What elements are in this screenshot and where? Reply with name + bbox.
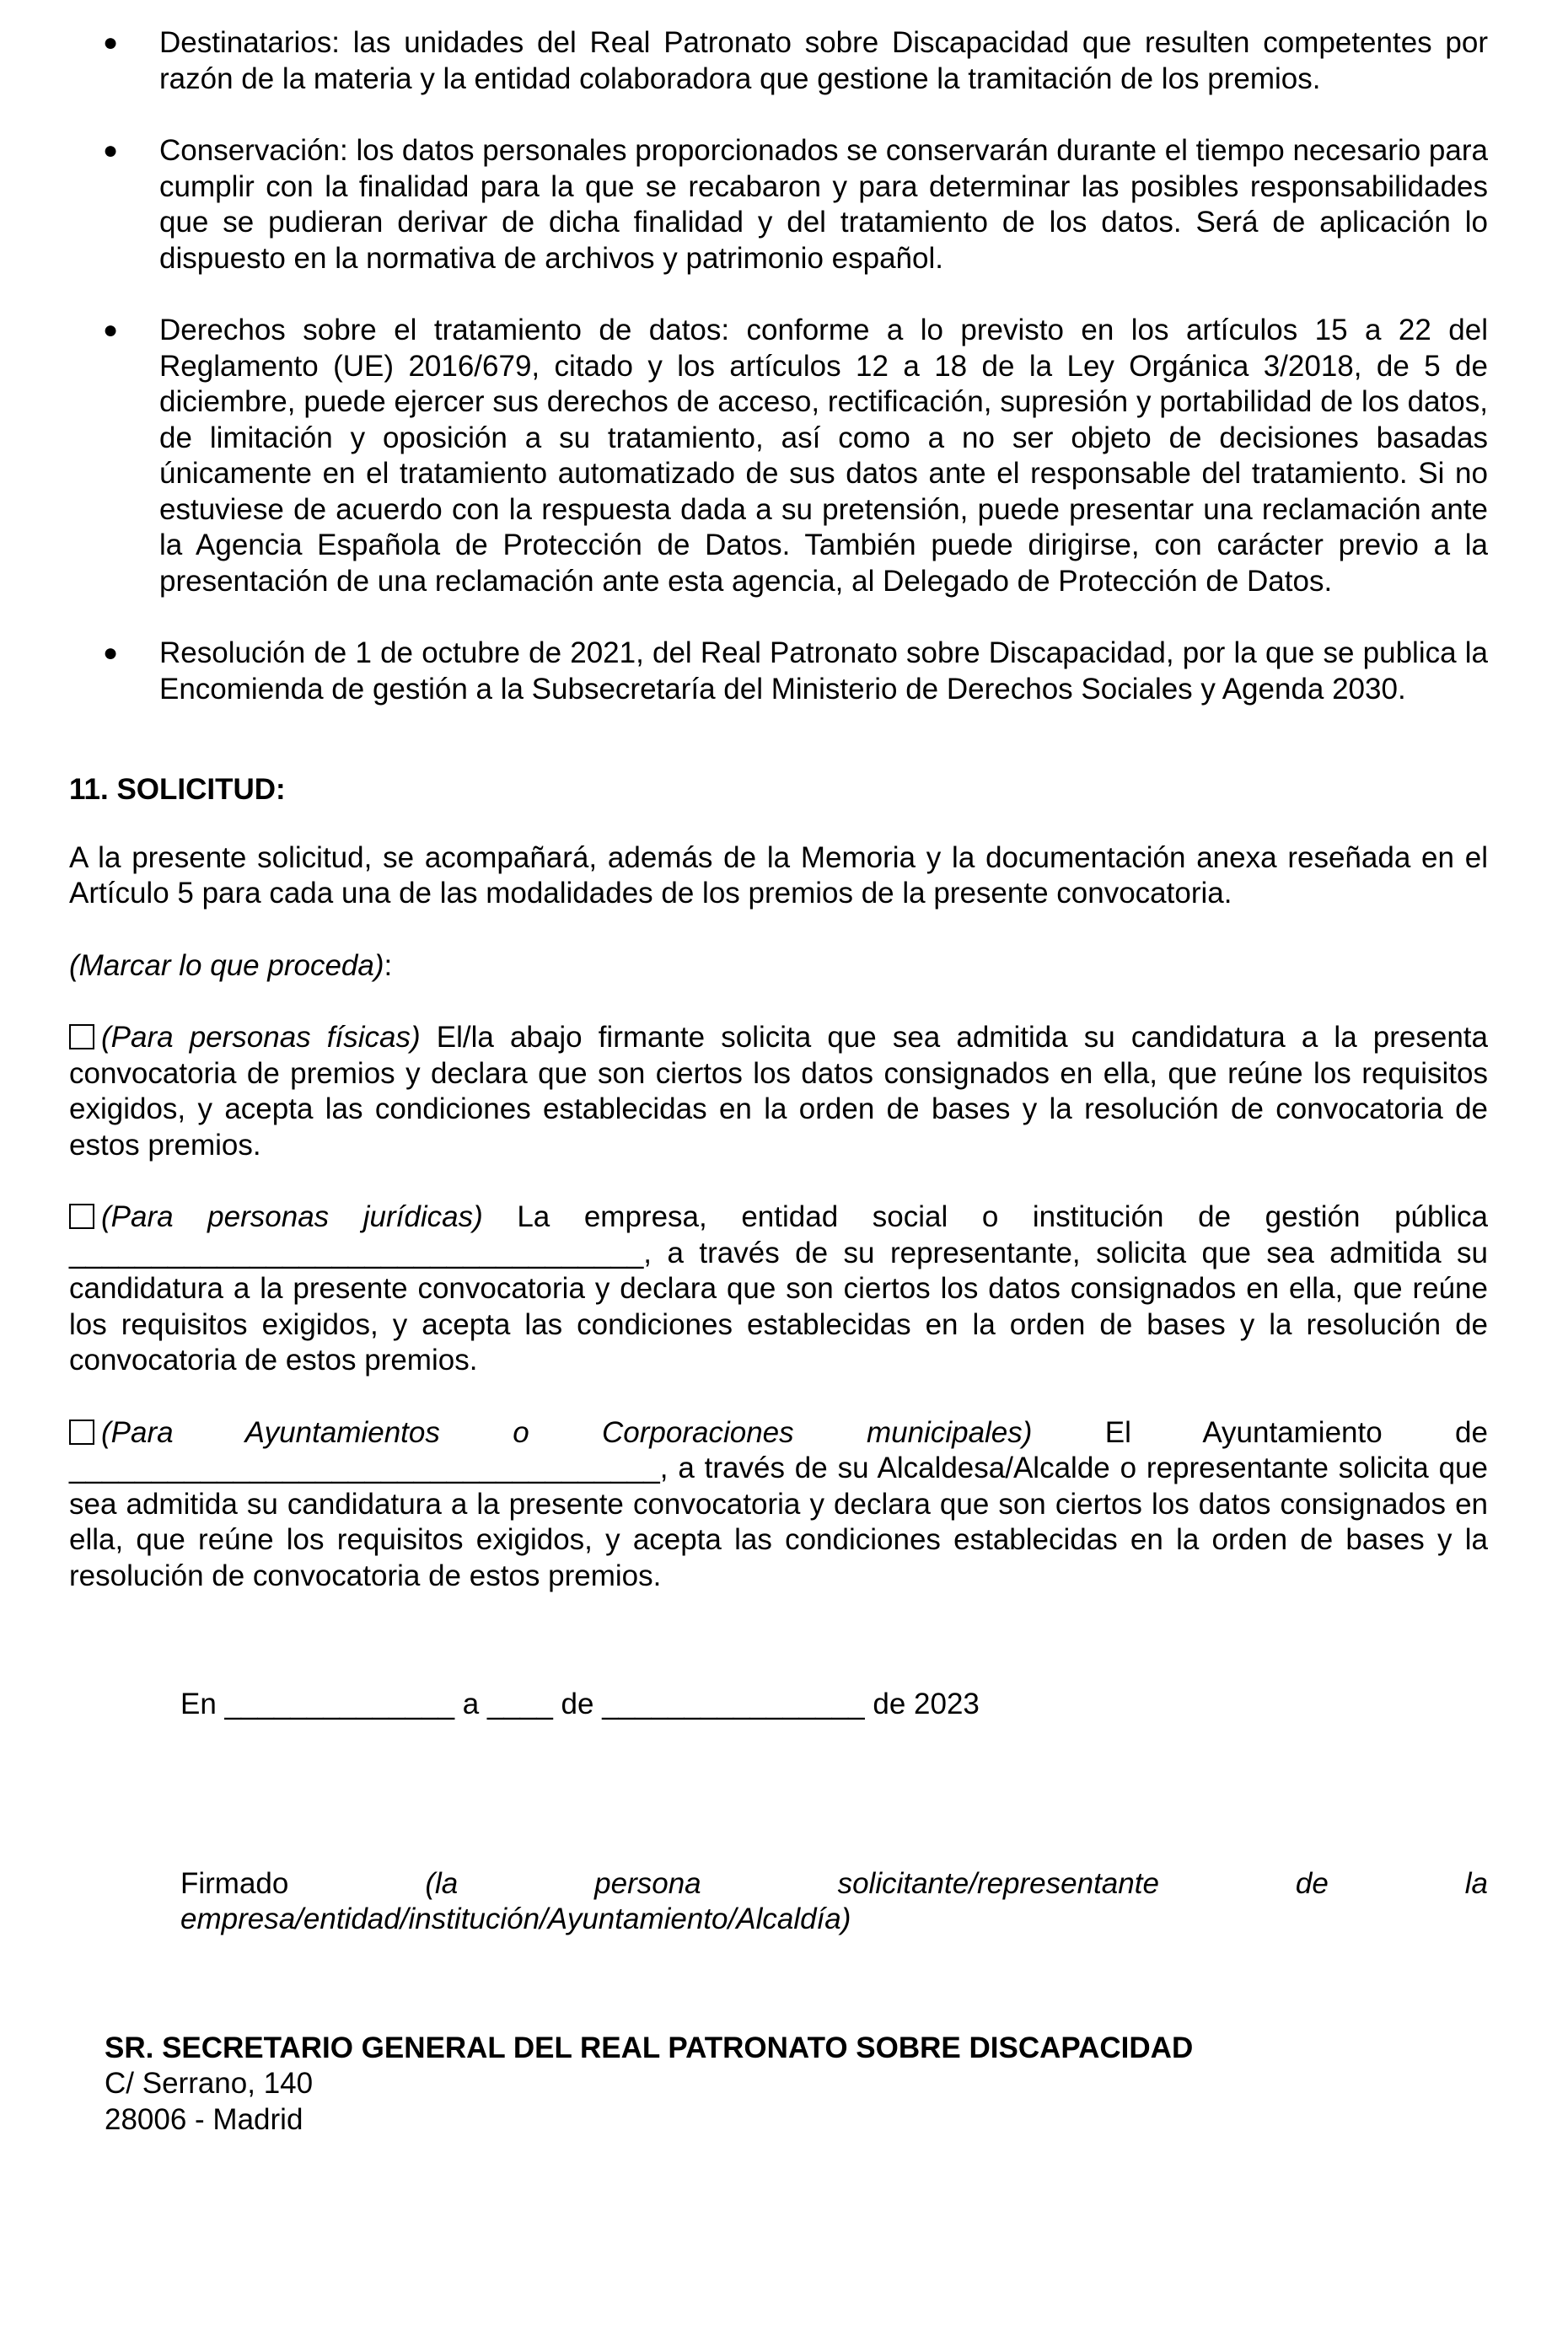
marcar-italic: (Marcar lo que proceda) bbox=[69, 948, 384, 982]
recipient: SR. SECRETARIO GENERAL DEL REAL PATRONATO SOBRE DISCAPACIDAD bbox=[105, 2031, 1194, 2064]
marcar-instruction bbox=[69, 948, 1488, 985]
street: C/ Serrano, 140 bbox=[105, 2067, 314, 2100]
intro-paragraph: A la presente solicitud, se acompañará, además de la Memoria y la documentación anexa reseñada en el Artículo 5 para cada una de las modalidades de los premios de la presente convocatoria. bbox=[69, 840, 1488, 910]
checkbox[interactable] bbox=[69, 1420, 94, 1445]
option-personas-juridicas bbox=[69, 1200, 1488, 1379]
signature-word: persona bbox=[594, 1866, 701, 1900]
list-item bbox=[69, 313, 1488, 599]
signature-word: solicitante/representante bbox=[837, 1866, 1159, 1900]
option-italic-label: (Para Ayuntamientos o Corporaciones municipales) bbox=[101, 1415, 1033, 1449]
signature-word: (la bbox=[425, 1866, 459, 1900]
bullet-text: Resolución de 1 de octubre de 2021, del Real Patronato sobre Discapacidad, por la que se publica la Encomienda de gestión a la Subsecretaría del Ministerio de Derechos Sociales y Agenda 2030. bbox=[159, 636, 1488, 706]
list-item bbox=[69, 636, 1488, 707]
option-personas-fisicas bbox=[69, 1020, 1488, 1163]
checkbox[interactable] bbox=[69, 1024, 94, 1049]
list-item bbox=[69, 25, 1488, 97]
bullet-text: Conservación: los datos personales proporcionados se conservarán durante el tiempo necesario para cumplir con la finalidad para la que se recabaron y para determinar las posibles responsabilidades que se pudieran derivar de dicha finalidad y del tratamiento de los datos. Será de aplicación lo dispuesto en la normativa de archivos y patrimonio español. bbox=[159, 134, 1488, 275]
option-italic-label: (Para personas jurídicas) bbox=[101, 1200, 483, 1233]
signature-word: de bbox=[1295, 1866, 1329, 1900]
bullet-icon: ● bbox=[103, 137, 119, 164]
signature-word: la bbox=[1464, 1866, 1488, 1900]
bullet-text: Derechos sobre el tratamiento de datos: conforme a lo previsto en los artículos 15 a 22 del Reglamento (UE) 2016/679, citado y los artículos 12 a 18 de la Ley Orgánica 3/2018, de 5 de diciembre, puede ejercer sus derechos de acceso, rectificación, supresión y portabilidad de los datos, de limitación y oposición a su tratamiento, así como a no ser objeto de decisiones basadas únicamente en el tratamiento automatizado de sus datos ante el responsable del tratamiento. Si no estuviese de acuerdo con la respuesta dada a su pretensión, puede presentar una reclamación ante la Agencia Española de Protección de Datos. También puede dirigirse, con carácter previo a la presentación de una reclamación ante esta agencia, al Delegado de Protección de Datos. bbox=[159, 314, 1488, 598]
option-italic-label: (Para personas físicas) bbox=[101, 1021, 421, 1054]
bullet-icon: ● bbox=[103, 29, 119, 56]
data-protection-list bbox=[69, 25, 1488, 707]
date-line: En ______________ a ____ de ________________ de 2023 bbox=[180, 1688, 980, 1720]
city: 28006 - Madrid bbox=[105, 2102, 303, 2136]
bullet-icon: ● bbox=[103, 316, 119, 344]
signature-line-2: empresa/entidad/institución/Ayuntamiento/Alcaldía) bbox=[180, 1903, 851, 1935]
option-text: El/la abajo firmante solicita que sea admitida su candidatura a la presenta convocatoria de premios y declara que son ciertos los datos consignados en ella, que reúne los requisitos exigidos, y acepta las condiciones establecidas en la orden de bases y la resolución de convocatoria de estos premios. bbox=[69, 1021, 1488, 1162]
list-item bbox=[69, 133, 1488, 276]
checkbox[interactable] bbox=[69, 1204, 94, 1229]
bullet-icon: ● bbox=[103, 639, 119, 667]
bullet-text: Destinatarios: las unidades del Real Patronato sobre Discapacidad que resulten competentes por razón de la materia y la entidad colaboradora que gestione la tramitación de los premios. bbox=[159, 26, 1488, 95]
option-text: El Ayuntamiento de ____________________________________, a través de su Alcaldesa/Alcalde o representante solicita que sea admitida su candidatura a la presente convocatoria y declara que son ciertos los datos consignados en ella, que reúne los requisitos exigidos, y acepta las condiciones establecidas en la orden de bases y la resolución de convocatoria de estos premios. bbox=[69, 1415, 1488, 1592]
signature-line-1 bbox=[180, 1866, 1488, 1903]
option-text: La empresa, entidad social o institución de gestión pública ___________________________________, a través de su representante, solicita que sea admitida su candidatura a la presente convocatoria y declara que son ciertos los datos consignados en ella, que reúne los requisitos exigidos, y acepta las condiciones establecidas en la orden de bases y la resolución de convocatoria de estos premios. bbox=[69, 1200, 1488, 1377]
signature-block bbox=[180, 1866, 1488, 1938]
signature-label: Firmado bbox=[180, 1866, 289, 1900]
address-block bbox=[105, 2031, 1488, 2139]
section-heading: 11. SOLICITUD: bbox=[69, 773, 286, 806]
marcar-colon: : bbox=[384, 948, 393, 982]
option-ayuntamientos bbox=[69, 1415, 1488, 1595]
